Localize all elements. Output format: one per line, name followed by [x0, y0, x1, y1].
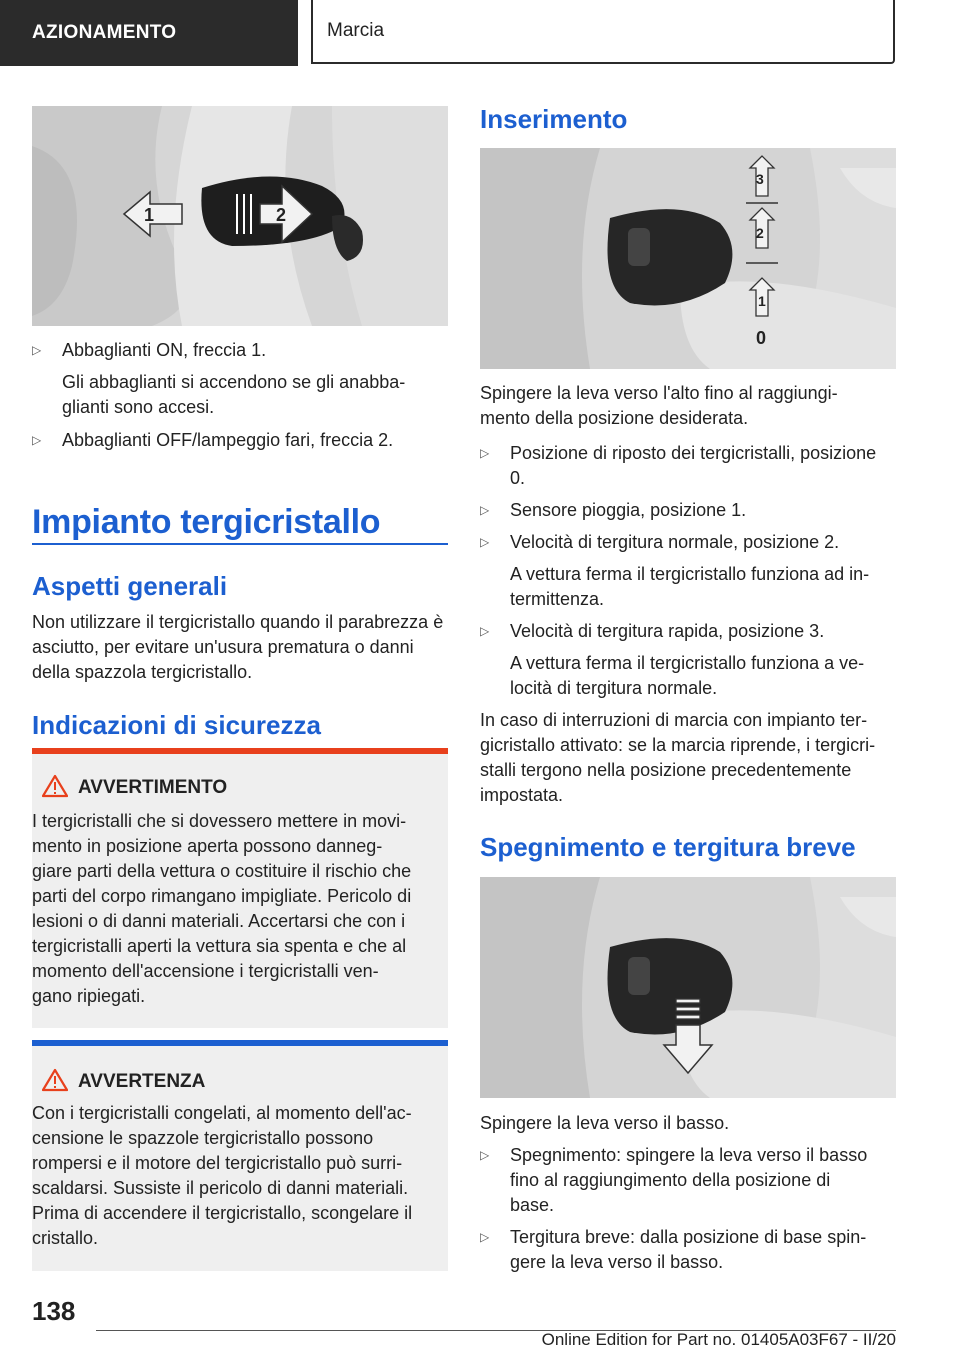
- warning-title: AVVERTIMENTO: [78, 777, 228, 798]
- wiper-lever-up-figure: [480, 148, 896, 369]
- triangle-right-outline-icon: ▷: [480, 503, 490, 517]
- bullet-sub: A vettura ferma il tergicristallo funziona ad in- termittenza.: [510, 564, 870, 609]
- list-item: [32, 428, 448, 453]
- triangle-right-outline-icon: ▷: [32, 343, 42, 357]
- notice-box: [32, 1040, 448, 1271]
- warning-triangle-icon: [42, 774, 68, 798]
- chapter-title: Marcia: [311, 0, 895, 64]
- list-item: [480, 530, 896, 612]
- notice-body: Con i tergicristalli congelati, al momento dell'ac- censione le spazzole tergicristallo possono rompersi e il motore del tergicristallo può surri- scaldarsi. Sussiste il pericolo di danni materiali. Prima di accendere il tergicristallo, scongelare il cristallo.: [32, 1103, 413, 1248]
- bullet-text: Posizione di riposto dei tergicristalli, posizione 0.: [510, 443, 877, 488]
- fig2-label-2: 2: [756, 225, 764, 241]
- subheading-insert: Inserimento: [480, 104, 628, 134]
- bullet-text: Abbaglianti OFF/lampeggio fari, freccia 2.: [62, 430, 394, 450]
- heading-rule: [32, 543, 448, 545]
- fig1-label-2: 2: [276, 205, 287, 225]
- off-paragraph: Spingere la leva verso il basso.: [480, 1113, 730, 1133]
- warning-triangle-icon: [42, 1068, 68, 1092]
- triangle-right-outline-icon: ▷: [32, 433, 42, 447]
- bullet-sub: Gli abbaglianti si accendono se gli anabba- glianti sono accesi.: [62, 372, 406, 417]
- subheading-safety: Indicazioni di sicurezza: [32, 710, 321, 740]
- subheading-general: Aspetti generali: [32, 571, 228, 601]
- bullet-text: Velocità di tergitura normale, posizione 2.: [510, 532, 840, 552]
- general-paragraph: Non utilizzare il tergicristallo quando il parabrezza è asciutto, per evitare un'usura prematura o danni della spazzola tergicristallo.: [32, 612, 444, 682]
- list-item: [480, 619, 896, 701]
- bullet-text: Spegnimento: spingere la leva verso il basso fino al raggiungimento della posizione di base.: [510, 1145, 868, 1215]
- page-number: 138: [32, 1296, 76, 1326]
- bullet-text: Sensore pioggia, posizione 1.: [510, 500, 747, 520]
- triangle-right-outline-icon: ▷: [480, 535, 490, 549]
- wiper-lever-down-figure: [480, 877, 896, 1098]
- list-item: [32, 338, 448, 420]
- bullet-text: Tergitura breve: dalla posizione di base spin- gere la leva verso il basso.: [510, 1227, 867, 1272]
- list-item: [480, 498, 896, 523]
- interrupt-paragraph: In caso di interruzioni di marcia con impianto ter- gicristallo attivato: se la marcia riprende, i tergicri- stalli tergono nella posizione precedentemente impostata.: [480, 710, 876, 805]
- triangle-right-outline-icon: ▷: [480, 1230, 490, 1244]
- page-header: [0, 0, 960, 66]
- list-item: [480, 1143, 896, 1218]
- warning-box: [32, 748, 448, 1028]
- high-beam-lever-figure: [32, 106, 448, 326]
- list-item: [480, 1225, 896, 1275]
- insert-paragraph: Spingere la leva verso l'alto fino al raggiungi- mento della posizione desiderata.: [480, 383, 838, 428]
- section-tab: AZIONAMENTO: [0, 0, 298, 66]
- bullet-sub: A vettura ferma il tergicristallo funziona a ve- locità di tergitura normale.: [510, 653, 865, 698]
- subheading-off: Spegnimento e tergitura breve: [480, 832, 856, 862]
- fig2-label-3: 3: [756, 171, 764, 187]
- notice-bar: [32, 1040, 448, 1046]
- section-heading: Impianto tergicristallo: [32, 503, 381, 541]
- fig2-label-1: 1: [758, 293, 766, 309]
- triangle-right-outline-icon: ▷: [480, 446, 490, 460]
- triangle-right-outline-icon: ▷: [480, 624, 490, 638]
- bullet-text: Velocità di tergitura rapida, posizione 3.: [510, 621, 825, 641]
- warning-bar: [32, 748, 448, 754]
- footer-edition: Online Edition for Part no. 01405A03F67 - II/20: [541, 1330, 896, 1349]
- triangle-right-outline-icon: ▷: [480, 1148, 490, 1162]
- fig2-label-0: 0: [756, 328, 767, 348]
- warning-body: I tergicristalli che si dovessero mettere in movi- mento in posizione aperta possono danneg- giare parti della vettura o costituire il rischio che parti del corpo rimangano impigliate. Pericolo di lesioni o di danni materiali. Accertarsi che con i tergicristalli aperti la vettura sia spenta e che al momento dell'accensione i tergicristalli ven- gano ripiegati.: [32, 811, 412, 1006]
- list-item: [480, 441, 896, 491]
- notice-title: AVVERTENZA: [78, 1071, 206, 1092]
- fig1-label-1: 1: [144, 205, 155, 225]
- bullet-text: Abbaglianti ON, freccia 1.: [62, 340, 267, 360]
